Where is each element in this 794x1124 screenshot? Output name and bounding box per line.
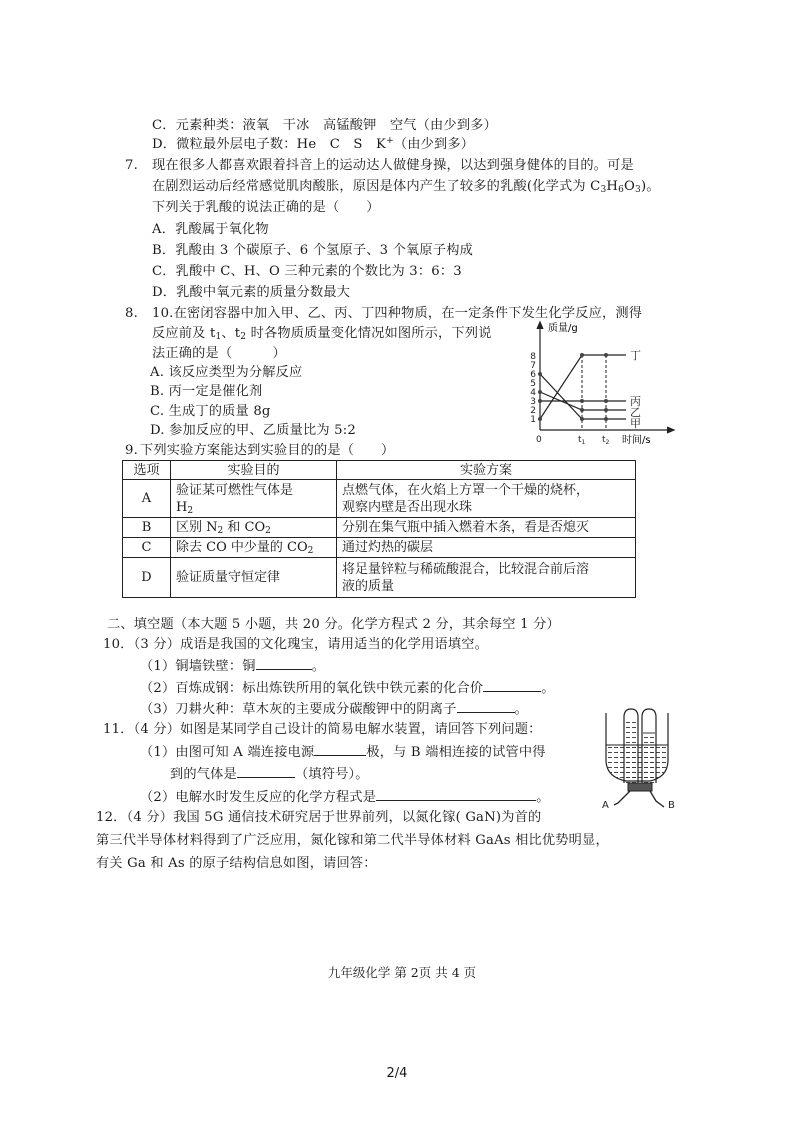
svg-text:6: 6 (530, 370, 536, 380)
plan-text: 将足量锌粒与稀硫酸混合，比较混合前后溶 (342, 561, 590, 577)
svg-text:5: 5 (530, 379, 536, 389)
x-tick-labels (536, 435, 610, 446)
svg-text:t2: $t_2$ (602, 435, 610, 446)
q9-number: 9. (125, 443, 138, 458)
row-plan: 通过灼热的碳层 (337, 538, 636, 558)
q10-item2 (140, 679, 555, 698)
q10-item2-label: （2）百炼成钢：标出炼铁所用的氧化铁中铁元素的化合价 (140, 681, 484, 696)
y-tick-labels (530, 352, 536, 425)
section2-heading: 二、填空题（本大题 5 小题，共 20 分。化学方程式 2 分，其余每空 1 分） (107, 617, 560, 632)
q7-option-a: A．乳酸属于氧化物 (152, 222, 269, 237)
q11-item1-text: （填符号）。 (294, 767, 369, 782)
q7-option-b: B．乳酸由 3 个碳原子、6 个氢原子、3 个氧原子构成 (152, 243, 473, 258)
q11-item1-text: （1）由图可知 A 端连接电源 (140, 745, 315, 760)
punct: 。 (311, 659, 326, 674)
q11-item1-text: 极，与 B 端相连接的试管中得 (366, 745, 546, 760)
experiment-table (122, 460, 636, 598)
page-counter: 2/4 (386, 1066, 408, 1081)
q10-item3 (140, 700, 528, 719)
subscript: 6 (618, 185, 625, 195)
q8-option-c: C. 生成丁的质量 8g (150, 404, 271, 419)
row-option: C (123, 538, 171, 558)
q11-stem: 11．（4 分）如图是某同学自己设计的简易电解水装置，请回答下列问题： (103, 722, 542, 737)
formula-part: O (624, 179, 636, 194)
q8-option-d: D. 参加反应的甲、乙质量比为 5:2 (150, 423, 356, 438)
q7-stem-text: 在剧烈运动后经常感觉肌肉酸胀，原因是体内产生了较多的乳酸(化学式为 C (152, 179, 601, 194)
svg-text:2: 2 (530, 406, 536, 416)
goal-text: 验证某可燃性气体是 (176, 482, 294, 498)
goal-text: 除去 CO 中少量的 CO (176, 540, 308, 555)
svg-text:4: 4 (530, 388, 536, 398)
table-row (123, 518, 636, 538)
q11-item1 (140, 743, 546, 762)
svg-text:3: 3 (530, 397, 536, 407)
subscript: 1 (215, 332, 222, 342)
answer-blank[interactable] (256, 657, 312, 670)
q7-stem-line1: 现在很多人都喜欢跟着抖音上的运动达人做健身操，以达到强身健体的目的。可是 (152, 158, 634, 173)
series-jia (540, 374, 626, 419)
q8-stem-line3: 法正确的是（ ） (152, 346, 286, 361)
x-axis-label: 时间/s (622, 435, 651, 446)
q11-item2-text: （2）电解水时发生反应的化学方程式是 (140, 790, 377, 805)
page-info-footer: 九年级化学 第 2页 共 4 页 (327, 965, 477, 980)
q10-stem: 10．（3 分）成语是我国的文化瑰宝，请用适当的化学用语填空。 (103, 637, 489, 652)
q12-line1: 12．（4 分）我国 5G 通信技术研究居于世界前列，以氮化镓( GaN)为首的 (96, 810, 542, 825)
table-header-row (123, 461, 636, 480)
header-option: 选项 (123, 461, 171, 480)
svg-text:8: 8 (530, 352, 536, 362)
subscript: 3 (635, 185, 641, 195)
answer-blank[interactable] (237, 765, 295, 778)
y-axis-label: 质量/g (548, 323, 578, 334)
q8-option-b: B. 丙一定是催化剂 (150, 384, 263, 399)
q6-option-d-text: D．微粒最外层电子数：He C S K (152, 137, 387, 152)
punct: 。 (536, 790, 550, 805)
header-plan: 实验方案 (337, 461, 636, 480)
answer-blank[interactable] (314, 743, 366, 756)
q6-option-d (152, 136, 474, 154)
q7-option-c: C．乳酸中 C、H、O 三种元素的个数比为 3：6：3 (152, 264, 462, 279)
answer-blank[interactable] (457, 700, 515, 713)
goal-text: 和 CO (223, 520, 266, 535)
header-goal: 实验目的 (171, 461, 337, 480)
svg-text:t1: $t_1$ (578, 435, 586, 446)
row-plan (337, 558, 636, 598)
subscript: 2 (265, 526, 271, 536)
q7-stem-suffix: )。 (640, 179, 660, 194)
row-goal: 验证质量守恒定律 (171, 558, 337, 598)
svg-text:1: 1 (530, 415, 536, 425)
q8-stem-text: 、t (221, 326, 241, 341)
q6-option-c: C．元素种类：液氧 干冰 高锰酸钾 空气（由少到多） (152, 118, 497, 133)
q11-item2 (140, 788, 550, 807)
plan-text: 观察内壁是否出现水珠 (342, 499, 473, 515)
row-plan: 分别在集气瓶中插入燃着木条，看是否熄灭 (337, 518, 636, 538)
row-plan (337, 480, 636, 518)
row-option: A (123, 480, 171, 518)
plan-text: 液的质量 (342, 578, 395, 594)
q8-stem-text: 反应前及 t (152, 326, 216, 341)
subscript: 2 (217, 526, 224, 536)
answer-blank[interactable] (376, 788, 536, 801)
q11-item1-text: 到的气体是 (170, 767, 237, 782)
electrode-a-label: A (602, 800, 609, 810)
q10-item3-label: （3）刀耕火种：草木灰的主要成分碳酸钾中的阴离子 (140, 702, 457, 717)
label-yi: 乙 (630, 406, 641, 419)
q6-option-d-suffix: （由少到多） (393, 137, 475, 152)
punct: 。 (514, 702, 528, 717)
row-option: B (123, 518, 171, 538)
q12-line3: 有关 Ga 和 As 的原子结构信息如图，请回答： (96, 856, 377, 871)
electrolysis-apparatus (596, 705, 686, 810)
formula-part: H (606, 179, 619, 194)
q7-stem-line3: 下列关于乳酸的说法正确的是（ ） (152, 200, 380, 215)
row-goal (171, 538, 337, 558)
q9-stem: 下列实验方案能达到实验目的的是（ ） (140, 443, 395, 458)
table-row (123, 558, 636, 598)
q12-line2: 第三代半导体材料得到了广泛应用，氮化镓和第二代半导体材料 GaAs 相比优势明显， (96, 833, 609, 848)
subscript: 2 (187, 505, 194, 516)
electrode-b-label: B (668, 800, 675, 810)
punct: 。 (541, 681, 555, 696)
q8-option-a: A. 该反应类型为分解反应 (150, 365, 303, 380)
q8-stem-text: 时各物质质量变化情况如图所示，下列说 (246, 326, 492, 341)
plan-text: 点燃气体，在火焰上方罩一个干燥的烧杯， (342, 482, 590, 498)
q10-item1 (140, 657, 325, 676)
charge-superscript: + (386, 136, 394, 146)
q7-number: 7. (125, 158, 138, 173)
table-row (123, 538, 636, 558)
table-row (123, 480, 636, 518)
q11-item1-line2 (170, 765, 369, 784)
subscript: 3 (600, 185, 607, 195)
mass-time-chart (520, 318, 680, 446)
q7-option-d: D．乳酸中氧元素的质量分数最大 (152, 285, 351, 300)
svg-text:0: 0 (536, 435, 542, 445)
q8-number: 8. (125, 306, 138, 321)
goal-text: H (176, 499, 188, 515)
answer-blank[interactable] (483, 679, 541, 692)
subscript: 2 (307, 546, 314, 556)
q8-stem-line2 (152, 325, 492, 343)
subscript: 2 (240, 332, 247, 342)
label-ding: 丁 (630, 349, 641, 362)
label-bing: 丙 (630, 395, 641, 408)
q8-stem-line1: 10.在密闭容器中加入甲、乙、丙、丁四种物质，在一定条件下发生化学反应，测得 (152, 306, 643, 321)
row-option: D (123, 558, 171, 598)
q7-stem-line2 (152, 178, 660, 196)
series-labels (630, 349, 641, 430)
q10-item1-label: （1）铜墙铁壁：铜 (140, 659, 256, 674)
row-goal (171, 480, 337, 518)
row-goal (171, 518, 337, 538)
svg-text:7: 7 (530, 361, 536, 371)
goal-text: 区别 N (176, 520, 218, 535)
data-points (538, 353, 608, 421)
label-jia: 甲 (630, 417, 641, 430)
